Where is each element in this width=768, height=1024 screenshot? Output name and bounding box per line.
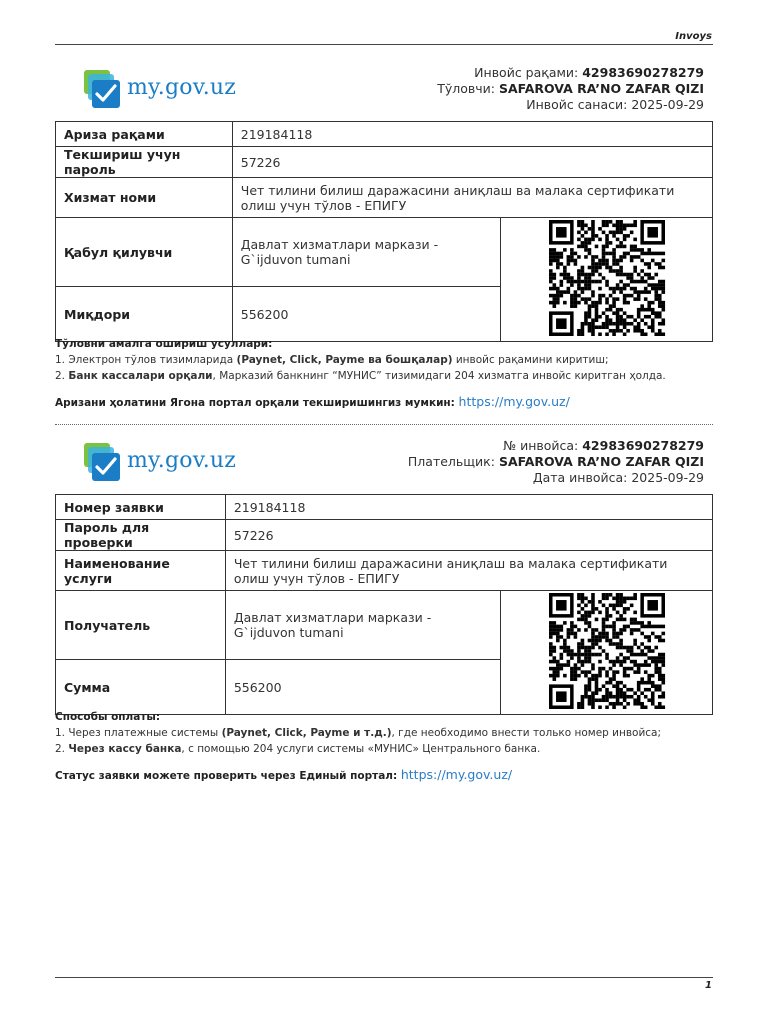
application-number-label: Ариза рақами [56, 122, 233, 147]
password-value: 57226 [232, 147, 712, 178]
logo-check-icon [82, 70, 124, 108]
amount-value: 556200 [232, 287, 500, 342]
table-row [56, 551, 713, 591]
header-label: Invoys [675, 31, 712, 42]
way2-bold: Через кассу банка [68, 743, 182, 755]
table-row [56, 495, 713, 520]
portal-text: Статус заявки можете проверить через Единый портал: [55, 770, 398, 782]
way1-text: 1. Через платежные системы [55, 727, 222, 739]
recipient-value: Давлат хизматлари маркази - G`ijduvon tumani [232, 218, 500, 287]
service-name-label: Наименование услуги [56, 551, 226, 591]
way1-text-end: инвойс рақамини киритиш; [452, 354, 609, 366]
logo-text: my.gov.uz [127, 448, 237, 473]
invoice-info-uz [437, 65, 704, 113]
qr-code-cell [501, 591, 713, 715]
service-name-value: Чет тилини билиш даражасини аниқлаш ва малака сертификати олиш учун тўлов - ЕПИГУ [232, 178, 712, 218]
application-number-value: 219184118 [225, 495, 712, 520]
payment-methods-ru [55, 709, 725, 757]
invoice-table-ru [55, 494, 713, 715]
payer-name: SAFAROVA RA’NO ZAFAR QIZI [498, 454, 704, 469]
table-row [56, 218, 713, 287]
portal-link[interactable]: https://my.gov.uz/ [400, 767, 513, 782]
payment-method-2 [55, 368, 725, 384]
way1-bold: (Paynet, Click, Payme и т.д.) [221, 727, 392, 739]
table-row [56, 147, 713, 178]
page-number: 1 [705, 980, 712, 991]
payment-method-1 [55, 352, 725, 368]
footer-rule [55, 977, 713, 978]
invoice-number: 42983690278279 [582, 438, 704, 453]
recipient-label: Қабул қилувчи [56, 218, 233, 287]
service-name-label: Хизмат номи [56, 178, 233, 218]
payment-methods-uz [55, 336, 725, 384]
invoice-date-label: Инвойс санаси: [526, 97, 628, 112]
invoice-date: 2025-09-29 [631, 470, 704, 485]
amount-label: Сумма [56, 660, 226, 715]
way1-bold: (Paynet, Click, Payme ва бошқалар) [236, 354, 453, 366]
table-row [56, 520, 713, 551]
recipient-label: Получатель [56, 591, 226, 660]
way2-text: 2. [55, 743, 69, 755]
table-row [56, 591, 713, 660]
logo-text: my.gov.uz [127, 75, 237, 100]
cut-line [55, 424, 713, 425]
logo [82, 70, 242, 108]
payment-methods-title: Способы оплаты: [55, 711, 161, 723]
table-row [56, 178, 713, 218]
invoice-date: 2025-09-29 [631, 97, 704, 112]
way2-text: 2. [55, 370, 69, 382]
password-value: 57226 [225, 520, 712, 551]
way2-bold: Банк кассалари орқали [68, 370, 213, 382]
recipient-value: Давлат хизматлари маркази - G`ijduvon tumani [225, 591, 500, 660]
invoice-table-uz [55, 121, 713, 342]
table-row [56, 122, 713, 147]
portal-text: Аризани ҳолатини Ягона портал орқали текширишингиз мумкин: [55, 397, 455, 409]
way2-text-end: , с помощью 204 услуги системы «МУНИС» Центрального банка. [181, 743, 541, 755]
invoice-number: 42983690278279 [582, 65, 704, 80]
payment-method-1 [55, 725, 725, 741]
portal-note-uz [55, 394, 570, 409]
payer-label: Тўловчи: [437, 81, 495, 96]
invoice-number-label: № инвойса: [503, 438, 579, 453]
qr-code-icon [545, 593, 669, 709]
header-rule [55, 44, 713, 45]
invoice-info-ru [408, 438, 704, 486]
logo [82, 443, 242, 481]
way1-text: 1. Электрон тўлов тизимларида [55, 354, 237, 366]
way1-text-end: , где необходимо внести только номер инвойса; [391, 727, 662, 739]
qr-code-cell [501, 218, 713, 342]
payer-name: SAFAROVA RA’NO ZAFAR QIZI [498, 81, 704, 96]
application-number-label: Номер заявки [56, 495, 226, 520]
payment-methods-title: Тўловни амалга ошириш усуллари: [55, 338, 273, 350]
password-label: Текшириш учун пароль [56, 147, 233, 178]
password-label: Пароль для проверки [56, 520, 226, 551]
amount-label: Миқдори [56, 287, 233, 342]
portal-note-ru [55, 767, 512, 782]
application-number-value: 219184118 [232, 122, 712, 147]
qr-code-icon [545, 220, 669, 336]
amount-value: 556200 [225, 660, 500, 715]
logo-check-icon [82, 443, 124, 481]
invoice-number-label: Инвойс рақами: [474, 65, 579, 80]
payment-method-2 [55, 741, 725, 757]
invoice-date-label: Дата инвойса: [532, 470, 628, 485]
payer-label: Плательщик: [407, 454, 495, 469]
portal-link[interactable]: https://my.gov.uz/ [458, 394, 570, 409]
way2-text-end: , Марказий банкнинг “МУНИС” тизимидаги 204 хизматга инвойс киритган ҳолда. [212, 370, 666, 382]
service-name-value: Чет тилини билиш даражасини аниқлаш ва малака сертификати олиш учун тўлов - ЕПИГУ [225, 551, 712, 591]
